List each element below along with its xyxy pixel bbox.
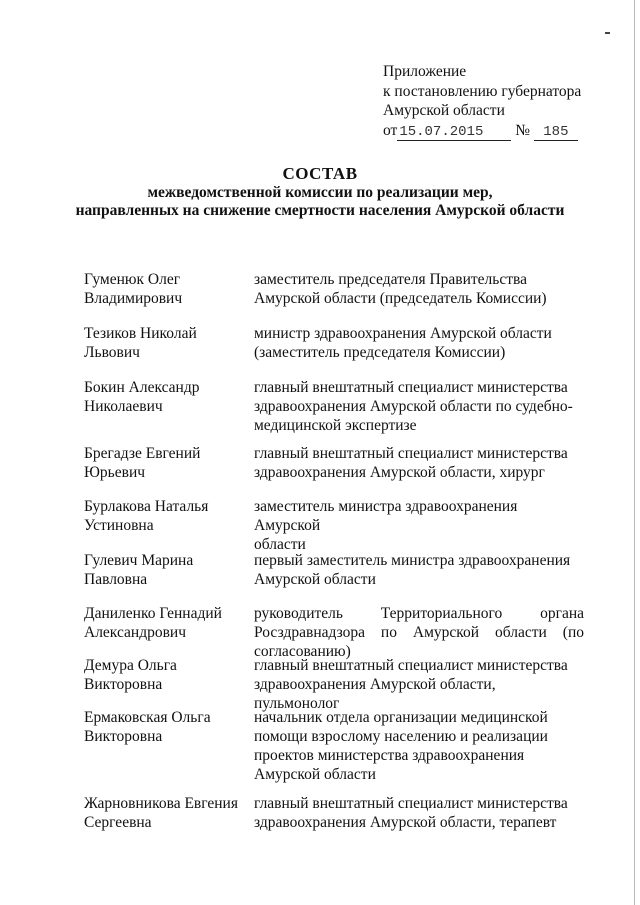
member-role-line: области (254, 536, 306, 553)
member-name-line: Гуменюк Олег (84, 271, 181, 288)
member-name-line: Ермаковская Ольга (84, 709, 211, 726)
member-role-line: начальник отдела организации медицинской (254, 709, 548, 726)
member-role-line: первый заместитель министра здравоохранения (254, 552, 571, 569)
member-role-line: здравоохранения Амурской области, пульмонолог (254, 676, 496, 712)
member-name-line: Александрович (84, 624, 186, 641)
member-role-line: помощи взрослому населению и реализации (254, 728, 548, 745)
member-role-line: здравоохранения Амурской области, терапевт (254, 814, 557, 831)
member-role (254, 324, 584, 362)
document-title: СОСТАВ (282, 164, 358, 183)
appendix-line-3: Амурской области (383, 102, 505, 119)
member-role (254, 708, 584, 784)
scan-mark (605, 32, 610, 34)
member-name-line: Львович (84, 344, 140, 361)
member-role (254, 270, 584, 308)
document-subtitle-line-2: направленных на снижение смертности населения Амурской области (75, 202, 565, 219)
member-role (254, 444, 584, 482)
member-role-line: согласованию) (254, 643, 351, 660)
member-role-line: заместитель председателя Правительства (254, 271, 528, 288)
member-name-line: Гулевич Марина (84, 552, 194, 569)
member-name-line: Владимирович (84, 290, 183, 307)
number-value: 185 (534, 125, 578, 141)
member-name-line: Бокин Александр (84, 379, 200, 396)
member-role (254, 604, 584, 661)
member-name-line: Павловна (84, 571, 148, 588)
member-role-line: Росздравнадзора по Амурской области (по (254, 624, 584, 641)
member-role-line: заместитель министра здравоохранения Амурской (254, 498, 518, 534)
member-role-line: Амурской области (254, 571, 376, 588)
member-role-line: (заместитель председателя Комиссии) (254, 344, 506, 361)
member-name-line: Викторовна (84, 728, 163, 745)
member-name (84, 378, 249, 416)
member-name-line: Тезиков Николай (84, 325, 197, 342)
member-name (84, 551, 249, 589)
document-subtitle-line-1: межведомственной комиссии по реализации мер, (147, 184, 493, 201)
number-prefix: № (515, 121, 530, 139)
member-role-line: Амурской области (254, 766, 376, 783)
member-name-line: Даниленко Геннадий (84, 605, 222, 622)
date-value: 15.07.2015 (397, 125, 511, 141)
member-name-line: Николаевич (84, 398, 163, 415)
member-role-line: проектов министерства здравоохранения (254, 747, 525, 764)
member-role (254, 378, 584, 435)
member-name-line: Демура Ольга (84, 657, 177, 674)
member-name (84, 656, 249, 694)
appendix-block (383, 62, 581, 141)
member-role (254, 656, 584, 713)
member-role (254, 794, 584, 832)
member-role-line: здравоохранения Амурской области, хирург (254, 464, 545, 481)
scan-edge-line (634, 0, 635, 905)
member-role-line: главный внештатный специалист министерства (254, 379, 568, 396)
date-prefix: от (383, 121, 398, 139)
appendix-line-1: Приложение (383, 63, 467, 80)
member-name-line: Викторовна (84, 676, 163, 693)
member-name (84, 444, 249, 482)
member-name-line: Жарновникова Евгения (84, 795, 238, 812)
member-role-line: главный внештатный специалист министерства (254, 445, 568, 462)
member-role (254, 551, 584, 589)
member-name (84, 708, 249, 746)
member-name (84, 794, 249, 832)
member-name (84, 270, 249, 308)
member-name-line: Сергеевна (84, 814, 152, 831)
member-role-line: руководитель Территориального органа (254, 605, 584, 622)
member-name (84, 604, 249, 642)
member-role-line: министр здравоохранения Амурской области (254, 325, 552, 342)
member-name-line: Юрьевич (84, 464, 146, 481)
appendix-date-row (383, 121, 581, 141)
member-role-line: медицинской экспертизе (254, 417, 417, 434)
member-role-line: главный внештатный специалист министерства (254, 795, 568, 812)
member-role (254, 497, 584, 554)
member-role-line: главный внештатный специалист министерства (254, 657, 568, 674)
member-name-line: Устиновна (84, 517, 154, 534)
member-name-line: Брегадзе Евгений (84, 445, 201, 462)
member-role-line: Амурской области (председатель Комиссии) (254, 290, 547, 307)
appendix-line-2: к постановлению губернатора (383, 82, 582, 100)
member-name-line: Бурлакова Наталья (84, 498, 209, 515)
member-name (84, 497, 249, 535)
member-role-line: здравоохранения Амурской области по судебно- (254, 398, 573, 415)
member-name (84, 324, 249, 362)
